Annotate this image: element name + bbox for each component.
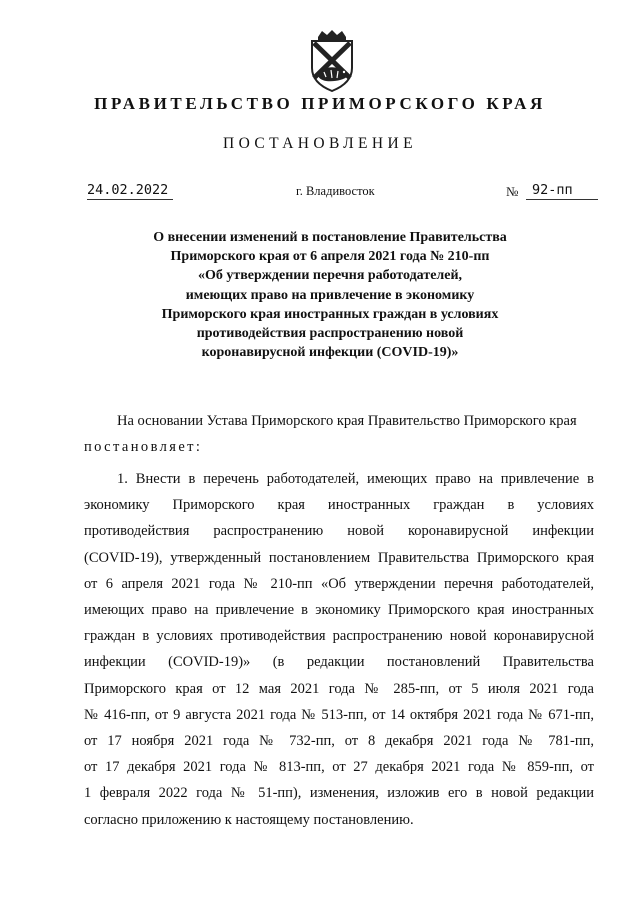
document-type: ПОСТАНОВЛЕНИЕ — [223, 135, 417, 152]
clause-line: от 6 апреля 2021 года № 210-пп «Об утверждении перечня работодателей, — [84, 575, 594, 592]
document-number: 92-пп — [526, 182, 598, 200]
document-subject — [80, 228, 580, 362]
preamble-line: На основании Устава Приморского края Правительство Приморского края — [117, 413, 577, 429]
clause-line: имеющих право на привлечение в экономику Приморского края иностранных — [84, 602, 594, 619]
number-sign: № — [506, 184, 519, 199]
preamble — [84, 408, 594, 460]
subject-line: противодействия распространению новой — [196, 326, 464, 342]
document-meta-row — [0, 182, 640, 204]
clause-line: противодействия распространению новой коронавирусной инфекции — [84, 523, 594, 540]
coat-of-arms-icon — [304, 30, 360, 92]
clause-line: № 416-пп, от 9 августа 2021 года № 513-пп, от 14 октября 2021 года № 671-пп, — [84, 706, 594, 723]
clause-line: (COVID-19), утвержденный постановлением Правительства Приморского края — [84, 549, 594, 566]
subject-line: Приморского края от 6 апреля 2021 года № 210-пп — [170, 249, 490, 265]
clause-1 — [84, 466, 594, 833]
subject-line: О внесении изменений в постановление Правительства — [153, 230, 507, 245]
preamble-resolves: постановляет: — [84, 439, 203, 456]
document-city: г. Владивосток — [296, 184, 375, 198]
subject-line: «Об утверждении перечня работодателей, — [197, 268, 463, 284]
clause-line: инфекции (COVID-19)» (в редакции постановлений Правительства — [84, 654, 594, 671]
clause-line: Приморского края от 12 мая 2021 года № 285-пп, от 5 июля 2021 года — [84, 680, 594, 697]
clause-line: 1. Внести в перечень работодателей, имеющих право на привлечение в — [117, 471, 594, 487]
government-title: ПРАВИТЕЛЬСТВО ПРИМОРСКОГО КРАЯ — [94, 94, 546, 113]
subject-line: имеющих право на привлечение в экономику — [185, 287, 475, 303]
subject-line: коронавирусной инфекции (COVID-19)» — [201, 345, 459, 361]
clause-line: граждан в условиях противодействия распространению новой коронавирусной — [84, 628, 594, 645]
clause-line: согласно приложению к настоящему постановлению. — [84, 811, 414, 828]
subject-line: Приморского края иностранных граждан в условиях — [161, 306, 499, 322]
clause-line: 1 февраля 2022 года № 51-пп), изменения, изложив его в новой редакции — [84, 785, 594, 802]
document-date: 24.02.2022 — [87, 182, 173, 200]
clause-line: от 17 декабря 2021 года № 813-пп, от 27 декабря 2021 года № 859-пп, от — [84, 759, 594, 776]
clause-line: от 17 ноября 2021 года № 732-пп, от 8 декабря 2021 года № 781-пп, — [84, 733, 594, 750]
clause-line: экономику Приморского края иностранных граждан в условиях — [84, 497, 594, 514]
